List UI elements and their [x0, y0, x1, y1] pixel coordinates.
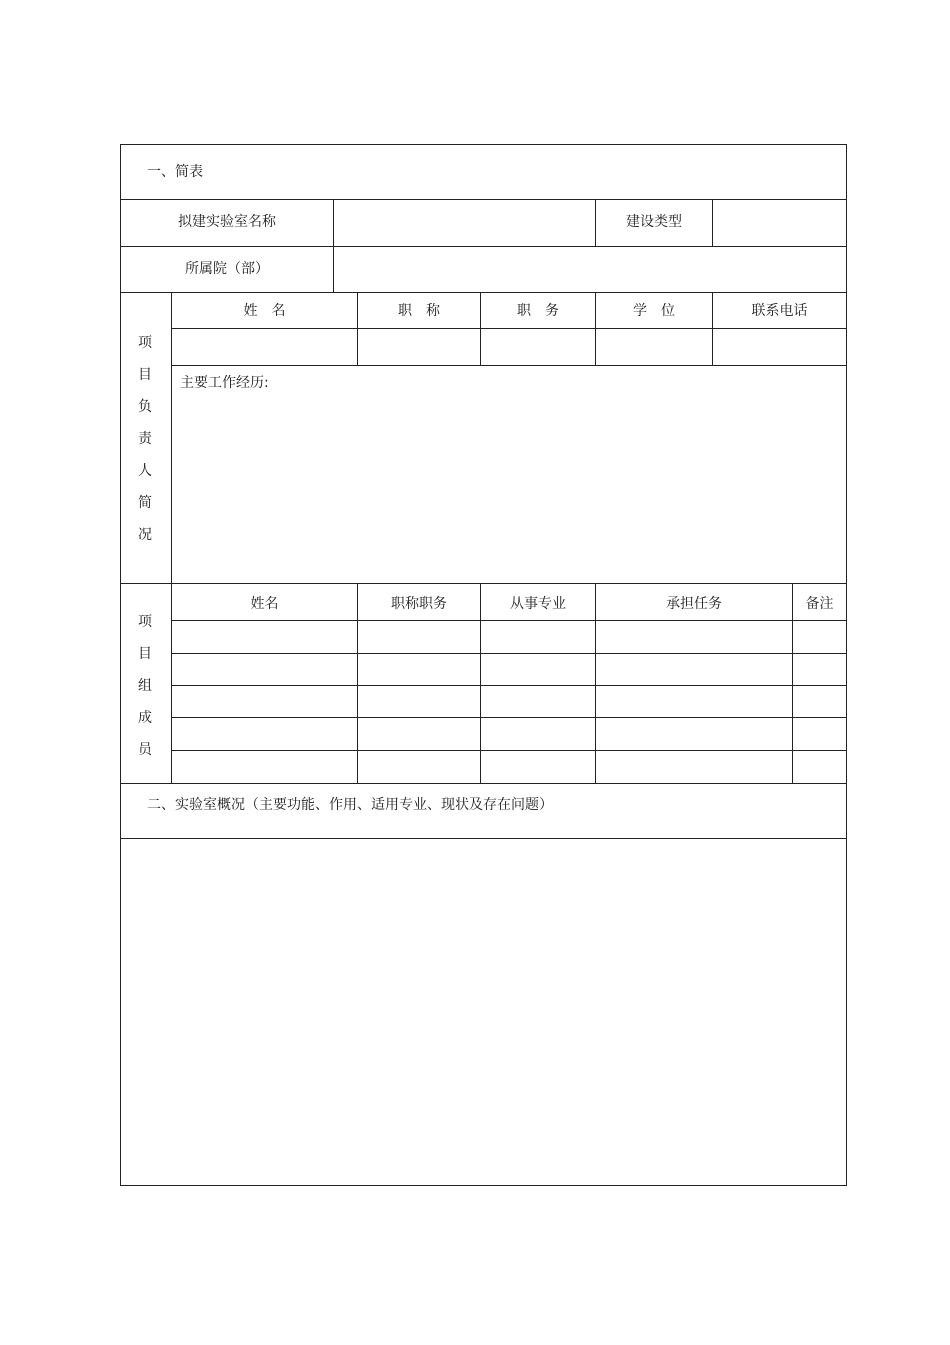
side-char: 简 [138, 495, 152, 511]
overview-field[interactable] [121, 839, 846, 1185]
side-char: 员 [138, 742, 152, 758]
member-title-cell[interactable] [358, 751, 480, 783]
build-type-label: 建设类型 [626, 214, 682, 230]
leader-name-cell[interactable] [172, 329, 357, 365]
border-top [120, 144, 847, 145]
leader-side-label [135, 327, 155, 551]
section-2-title: 二、实验室概况（主要功能、作用、适用专业、现状及存在问题） [147, 797, 553, 813]
member-name-cell[interactable] [172, 751, 357, 783]
member-specialty-cell[interactable] [481, 654, 595, 685]
member-name-cell[interactable] [172, 686, 357, 717]
member-task-cell[interactable] [596, 751, 792, 783]
members-side-label [135, 606, 155, 766]
member-name-cell[interactable] [172, 654, 357, 685]
member-title-cell[interactable] [358, 686, 480, 717]
section-1-title: 一、简表 [147, 164, 203, 180]
member-specialty-cell[interactable] [481, 751, 595, 783]
leader-header-position: 职 务 [517, 303, 559, 319]
side-char: 组 [138, 678, 152, 694]
member-remark-cell[interactable] [793, 751, 846, 783]
member-title-cell[interactable] [358, 654, 480, 685]
leader-degree-cell[interactable] [596, 329, 712, 365]
side-char: 项 [138, 614, 152, 630]
member-remark-cell[interactable] [793, 654, 846, 685]
member-specialty-cell[interactable] [481, 621, 595, 653]
side-char: 成 [138, 710, 152, 726]
side-char: 责 [138, 431, 152, 447]
side-char: 人 [138, 463, 152, 479]
leader-phone-cell[interactable] [713, 329, 846, 365]
department-label: 所属院（部） [185, 261, 269, 277]
work-experience-label: 主要工作经历: [180, 375, 269, 391]
members-header-name: 姓名 [250, 596, 279, 612]
member-specialty-cell[interactable] [481, 718, 595, 750]
border-right [846, 144, 847, 1186]
member-title-cell[interactable] [358, 718, 480, 750]
lab-name-label: 拟建实验室名称 [178, 214, 276, 230]
leader-header-title: 职 称 [398, 303, 440, 319]
member-remark-cell[interactable] [793, 621, 846, 653]
members-header-specialty: 从事专业 [510, 596, 566, 612]
lab-name-field[interactable] [334, 200, 595, 246]
member-specialty-cell[interactable] [481, 686, 595, 717]
member-remark-cell[interactable] [793, 718, 846, 750]
member-title-cell[interactable] [358, 621, 480, 653]
divider [120, 292, 847, 293]
member-task-cell[interactable] [596, 621, 792, 653]
member-remark-cell[interactable] [793, 686, 846, 717]
side-char: 况 [138, 527, 152, 543]
member-name-cell[interactable] [172, 621, 357, 653]
members-header-task: 承担任务 [666, 596, 722, 612]
department-field[interactable] [334, 247, 846, 292]
border-bottom [120, 1185, 847, 1186]
leader-header-name: 姓 名 [243, 303, 286, 319]
member-name-cell[interactable] [172, 718, 357, 750]
divider [120, 783, 847, 784]
side-char: 负 [138, 399, 152, 415]
leader-header-phone: 联系电话 [751, 303, 808, 319]
members-header-remark: 备注 [805, 596, 834, 612]
member-task-cell[interactable] [596, 686, 792, 717]
member-task-cell[interactable] [596, 654, 792, 685]
members-header-title: 职称职务 [391, 596, 447, 612]
side-char: 目 [138, 367, 152, 383]
leader-position-cell[interactable] [481, 329, 595, 365]
build-type-field[interactable] [713, 200, 846, 246]
leader-header-degree: 学 位 [633, 303, 675, 319]
work-experience-field[interactable] [172, 366, 846, 583]
side-char: 目 [138, 646, 152, 662]
side-char: 项 [138, 335, 152, 351]
leader-title-cell[interactable] [358, 329, 480, 365]
divider [120, 583, 847, 584]
member-task-cell[interactable] [596, 718, 792, 750]
